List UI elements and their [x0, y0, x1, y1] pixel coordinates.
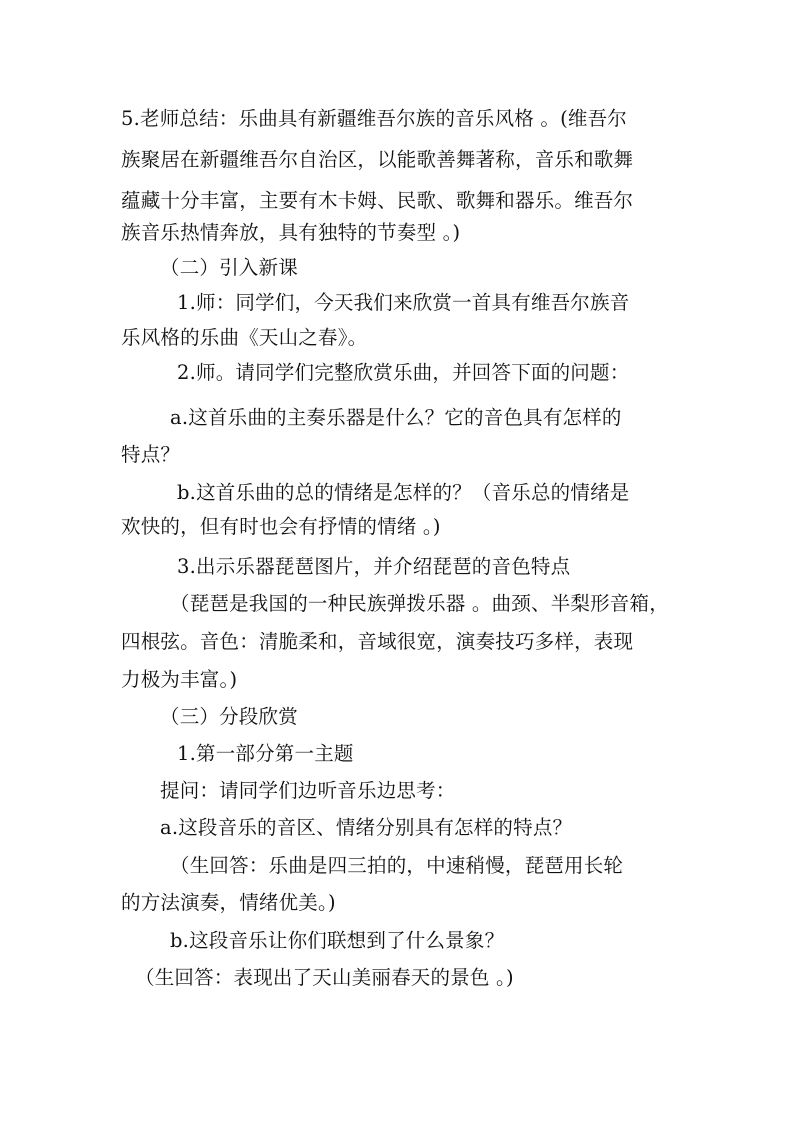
paragraph-line: b.这首乐曲的总的情绪是怎样的？（音乐总的情绪是: [177, 481, 630, 504]
section-heading: （二）引入新课: [160, 256, 298, 279]
paragraph-line: 欢快的，但有时也会有抒情的情绪 。): [121, 515, 441, 538]
paragraph-line: a.这段音乐的音区、情绪分别具有怎样的特点？: [160, 816, 573, 839]
section-heading: （三）分段欣赏: [160, 705, 298, 728]
paragraph-line: （生回答：表现出了天山美丽春天的景色 。): [135, 966, 514, 989]
paragraph-line: 3.出示乐器琵琶图片，并介绍琵琶的音色特点: [177, 555, 571, 578]
paragraph-line: 乐风格的乐曲《天山之春》。: [121, 326, 368, 349]
paragraph-line: 的方法演奏，情绪优美。): [121, 891, 336, 914]
paragraph-line: 5.老师总结：乐曲具有新疆维吾尔族的音乐风格 。(维吾尔: [121, 107, 628, 130]
paragraph-line: 特点？: [121, 443, 181, 466]
paragraph-line: 蕴藏十分丰富，主要有木卡姆、民歌、歌舞和器乐。维吾尔: [121, 189, 634, 212]
paragraph-line: a.这首乐曲的主奏乐器是什么？它的音色具有怎样的: [170, 406, 622, 429]
paragraph-line: 族聚居在新疆维吾尔自治区，以能歌善舞著称，音乐和歌舞: [121, 148, 634, 171]
paragraph-line: 1.第一部分第一主题: [177, 742, 354, 765]
paragraph-line: （琵琶是我国的一种民族弹拨乐器 。曲颈、半梨形音箱，: [170, 592, 669, 615]
paragraph-line: 族音乐热情奔放，具有独特的节奏型 。): [121, 221, 461, 244]
paragraph-line: 提问：请同学们边听音乐边思考：: [160, 779, 456, 802]
paragraph-line: 四根弦。音色：清脆柔和，音域很宽，演奏技巧多样，表现: [121, 630, 634, 653]
paragraph-line: b.这段音乐让你们联想到了什么景象？: [170, 929, 505, 952]
paragraph-line: （生回答：乐曲是四三拍的，中速稍慢，琵琶用长轮: [170, 854, 624, 877]
paragraph-line: 1.师：同学们，今天我们来欣赏一首具有维吾尔族音: [177, 291, 630, 314]
paragraph-line: 2.师。请同学们完整欣赏乐曲，并回答下面的问题：: [177, 361, 630, 384]
paragraph-line: 力极为丰富。): [121, 668, 238, 691]
